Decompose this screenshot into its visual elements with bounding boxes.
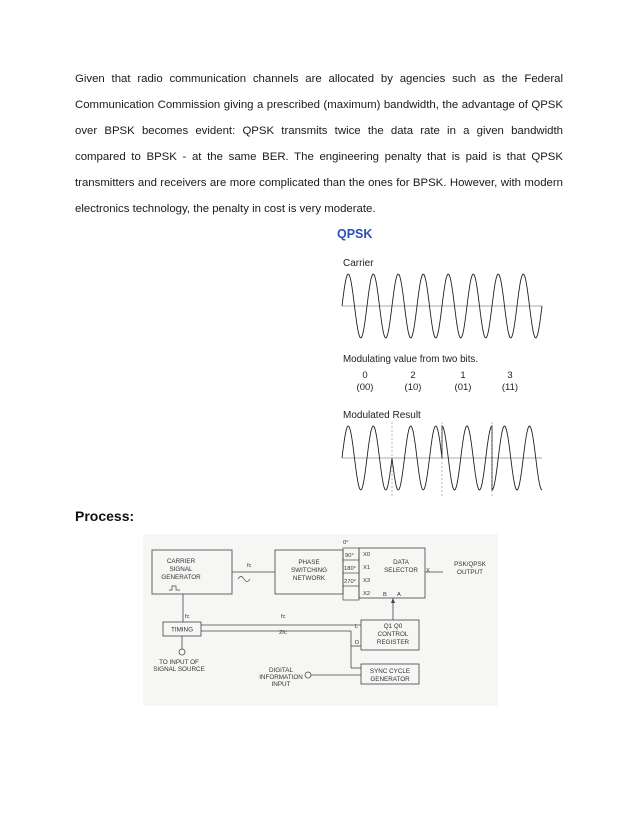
- phase-90: 90°: [345, 553, 354, 559]
- body-paragraph: Given that radio communication channels are allocated by agencies such as the Federal Communication Commission giving a prescribed (maximum) bandwidth, the advantage of QPSK over BPSK becomes evident: QPSK transmits twice the data rate in a given bandwidth compared to BPSK - at the same BER. The engineering penalty that is paid is that QPSK transmitters and receivers are more complicated than the ones for BPSK. However, with modern electronics technology, the penalty in cost is very moderate.: [75, 73, 563, 215]
- modulating-label: Modulating value from two bits.: [343, 354, 479, 365]
- to-input-label-2: SIGNAL SOURCE: [153, 666, 205, 673]
- symbol-bits-2: (01): [454, 382, 472, 393]
- phase-270: 270°: [344, 579, 356, 585]
- qpsk-title: QPSK: [337, 227, 373, 241]
- d-label: D: [355, 640, 360, 646]
- x0-label: X0: [363, 552, 371, 558]
- two-fc-label: 2fc: [279, 630, 287, 636]
- carrier-gen-label-3: GENERATOR: [161, 574, 201, 581]
- to-input-label-1: TO INPUT OF: [159, 659, 199, 666]
- control-reg-label-1: Q1 Q0: [383, 623, 403, 630]
- digital-input-label-1: DIGITAL: [268, 667, 294, 674]
- symbol-bits-3: (11): [501, 382, 519, 393]
- control-reg-label-2: CONTROL: [377, 631, 409, 638]
- phase-net-label-3: NETWORK: [292, 575, 326, 582]
- phase-180: 180°: [344, 566, 356, 572]
- a-label: A: [397, 592, 401, 598]
- b-label: B: [383, 592, 387, 598]
- x3-label: X3: [363, 578, 371, 584]
- x-out-label: X: [426, 568, 430, 574]
- output-label-1: PSK/QPSK: [454, 561, 486, 568]
- data-selector-label-1: DATA: [393, 559, 409, 566]
- fc-label-timing: fc: [185, 614, 190, 620]
- x1-label: X1: [363, 565, 371, 571]
- x2-label: X2: [363, 591, 371, 597]
- digital-input-label-3: INPUT: [271, 681, 291, 688]
- fc-label-line: fc: [281, 614, 286, 620]
- qpsk-waveform-figure: [336, 222, 548, 502]
- carrier-gen-label-2: SIGNAL: [169, 566, 193, 573]
- qpsk-block-diagram: [143, 534, 498, 706]
- symbol-value-0: 0: [362, 370, 368, 381]
- symbol-bits-0: (00): [356, 382, 374, 393]
- fc-label-top: fc: [247, 563, 252, 569]
- phase-net-label-2: SWITCHING: [290, 567, 328, 574]
- symbol-bits-1: (10): [404, 382, 422, 393]
- output-label-2: OUTPUT: [457, 569, 483, 576]
- carrier-gen-label-1: CARRIER: [166, 558, 196, 565]
- digital-input-label-2: INFORMATION: [259, 674, 303, 681]
- data-selector-label-2: SELECTOR: [384, 567, 418, 574]
- timing-label: TIMING: [170, 626, 194, 634]
- carrier-label: Carrier: [343, 258, 374, 269]
- process-heading: Process:: [75, 508, 135, 524]
- l-label: L: [355, 624, 359, 630]
- sync-gen-label-1: SYNC CYCLE: [369, 668, 411, 675]
- sync-gen-label-2: GENERATOR: [370, 676, 410, 683]
- control-reg-label-3: REGISTER: [376, 639, 410, 646]
- symbol-value-3: 3: [507, 370, 513, 381]
- phase-0: 0°: [343, 540, 349, 546]
- symbol-value-1: 2: [410, 370, 416, 381]
- phase-net-label-1: PHASE: [298, 559, 320, 566]
- symbol-value-2: 1: [460, 370, 466, 381]
- result-label: Modulated Result: [343, 410, 421, 421]
